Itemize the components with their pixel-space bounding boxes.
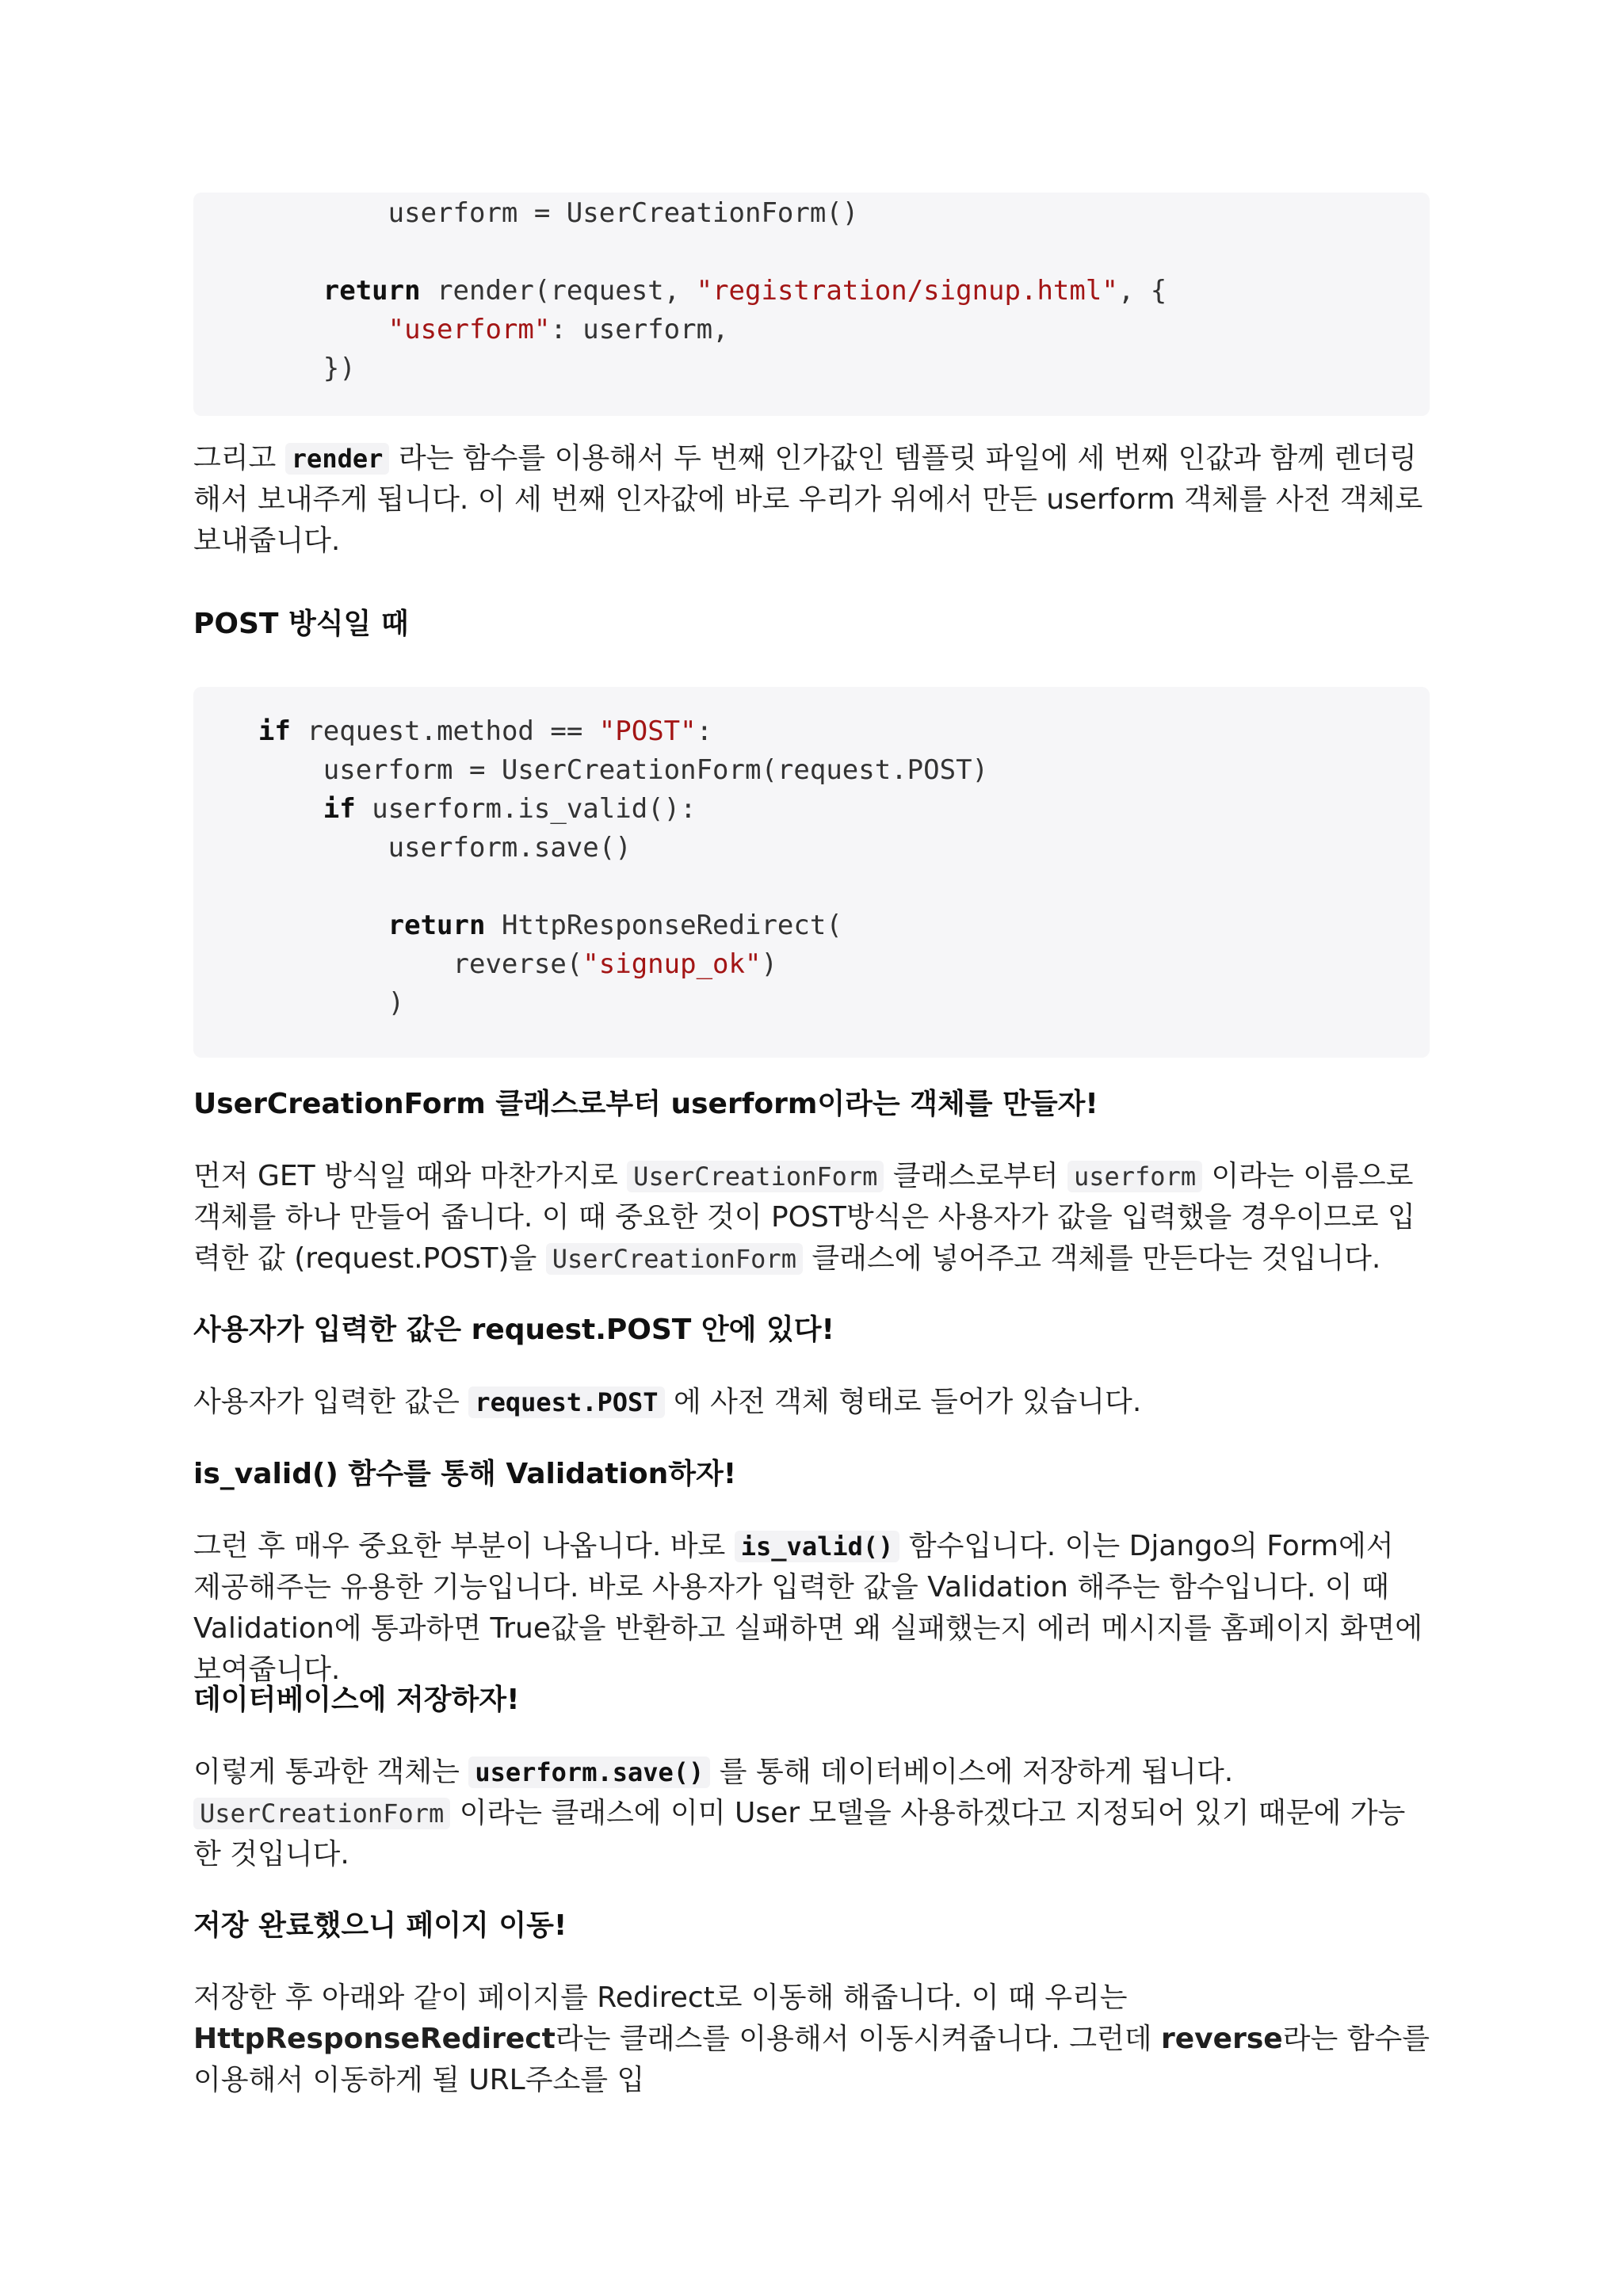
code-text: , { (1117, 275, 1167, 307)
code-string: "POST" (598, 715, 697, 747)
code-keyword: if (258, 715, 291, 747)
inline-code-userform: userform (1067, 1161, 1202, 1192)
code-text: HttpResponseRedirect( (485, 910, 842, 941)
heading-request-post: 사용자가 입력한 값은 request.POST 안에 있다! (193, 1314, 834, 1346)
inline-code-userform-save: userform.save() (468, 1756, 710, 1788)
code-line (193, 194, 1430, 233)
inline-code-request-post: request.POST (468, 1386, 664, 1418)
code-keyword: if (323, 793, 356, 825)
code-line (193, 712, 1430, 751)
code-text: : (696, 715, 713, 747)
paragraph-render-explanation: 그리고 render 라는 함수를 이용해서 두 번째 인가값인 템플릿 파일에 세 번째 인값과 함께 렌더링해서 보내주게 됩니다. 이 세 번째 인자값에 바로 우리가 위에서 만든 userform 객체를 사전 객체로 보내줍니다. (193, 442, 1423, 557)
inline-code-usercreationform-3: UserCreationForm (193, 1798, 450, 1829)
code-text: : userform, (550, 314, 729, 345)
code-text: render(request, (420, 275, 697, 307)
code-text: ) (761, 948, 777, 980)
code-line (193, 311, 1430, 349)
code-line (193, 829, 1430, 868)
code-string: "userform" (388, 314, 551, 345)
bold-reverse: reverse (1161, 2023, 1283, 2055)
code-line (193, 349, 1430, 388)
code-keyword: return (323, 275, 421, 307)
code-text: userform = UserCreationForm() (388, 197, 859, 229)
paragraph-is-valid: 그런 후 매우 중요한 부분이 나옵니다. 바로 is_valid() 함수입니다. 이는 Django의 Form에서 제공해주는 유용한 기능입니다. 바로 사용자가 입력한 값을 Validation 해주는 함수입니다. 이 때 Validation에 통과하면 True값을 반환하고 실패하면 왜 실패했는지 에러 메시지를 홈페이지 화면에 보여줍니다. (193, 1530, 1423, 1686)
code-text: ) (388, 987, 405, 1019)
code-line (193, 790, 1430, 829)
code-block-post (193, 687, 1430, 1058)
code-line (193, 945, 1430, 984)
paragraph-request-post: 사용자가 입력한 값은 request.POST 에 사전 객체 형태로 들어가 있습니다. (193, 1386, 1142, 1418)
heading-save: 데이터베이스에 저장하자! (193, 1684, 520, 1716)
code-line (193, 984, 1430, 1023)
paragraph-usercreationform: 먼저 GET 방식일 때와 마찬가지로 UserCreationForm 클래스로부터 userform 이라는 이름으로 객체를 하나 만들어 줍니다. 이 때 중요한 것이 POST방식은 사용자가 값을 입력했을 경우이므로 입력한 값 (request.POST)을 UserCreationForm 클래스에 넣어주고 객체를 만든다는 것입니다. (193, 1160, 1415, 1275)
code-text: userform = UserCreationForm(request.POST) (323, 754, 989, 786)
heading-is-valid: is_valid() 함수를 통해 Validation하자! (193, 1458, 737, 1490)
inline-code-render: render (285, 443, 390, 475)
bold-httpresponseredirect: HttpResponseRedirect (193, 2023, 556, 2055)
paragraph-save: 이렇게 통과한 객체는 userform.save() 를 통해 데이터베이스에 저장하게 됩니다. UserCreationForm 이라는 클래스에 이미 User 모델을 사용하겠다고 지정되어 있기 때문에 가능한 것입니다. (193, 1756, 1406, 1871)
code-line (193, 272, 1430, 311)
code-line (193, 233, 1430, 272)
code-keyword: return (388, 910, 486, 941)
code-text: userform.is_valid(): (355, 793, 697, 825)
code-text: userform.save() (388, 832, 632, 864)
heading-post-method: POST 방식일 때 (193, 608, 409, 640)
code-line (193, 751, 1430, 790)
code-string: "signup_ok" (582, 948, 762, 980)
heading-usercreationform: UserCreationForm 클래스로부터 userform이라는 객체를 만들자! (193, 1088, 1098, 1120)
code-string: "registration/signup.html" (696, 275, 1118, 307)
heading-redirect: 저장 완료했으니 페이지 이동! (193, 1909, 567, 1942)
code-text: request.method == (290, 715, 599, 747)
inline-code-usercreationform: UserCreationForm (627, 1161, 884, 1192)
inline-code-usercreationform-2: UserCreationForm (546, 1243, 803, 1275)
code-line (193, 906, 1430, 945)
paragraph-redirect: 저장한 후 아래와 같이 페이지를 Redirect로 이동해 해줍니다. 이 때 우리는 HttpResponseRedirect라는 클래스를 이용해서 이동시켜줍니다. 그런데 reverse라는 함수를 이용해서 이동하게 될 URL주소를 입 (193, 1981, 1430, 2096)
code-text: }) (323, 353, 356, 384)
code-text: reverse( (453, 948, 583, 980)
inline-code-is-valid: is_valid() (735, 1531, 900, 1562)
code-line (193, 868, 1430, 906)
code-block-render (193, 193, 1430, 416)
